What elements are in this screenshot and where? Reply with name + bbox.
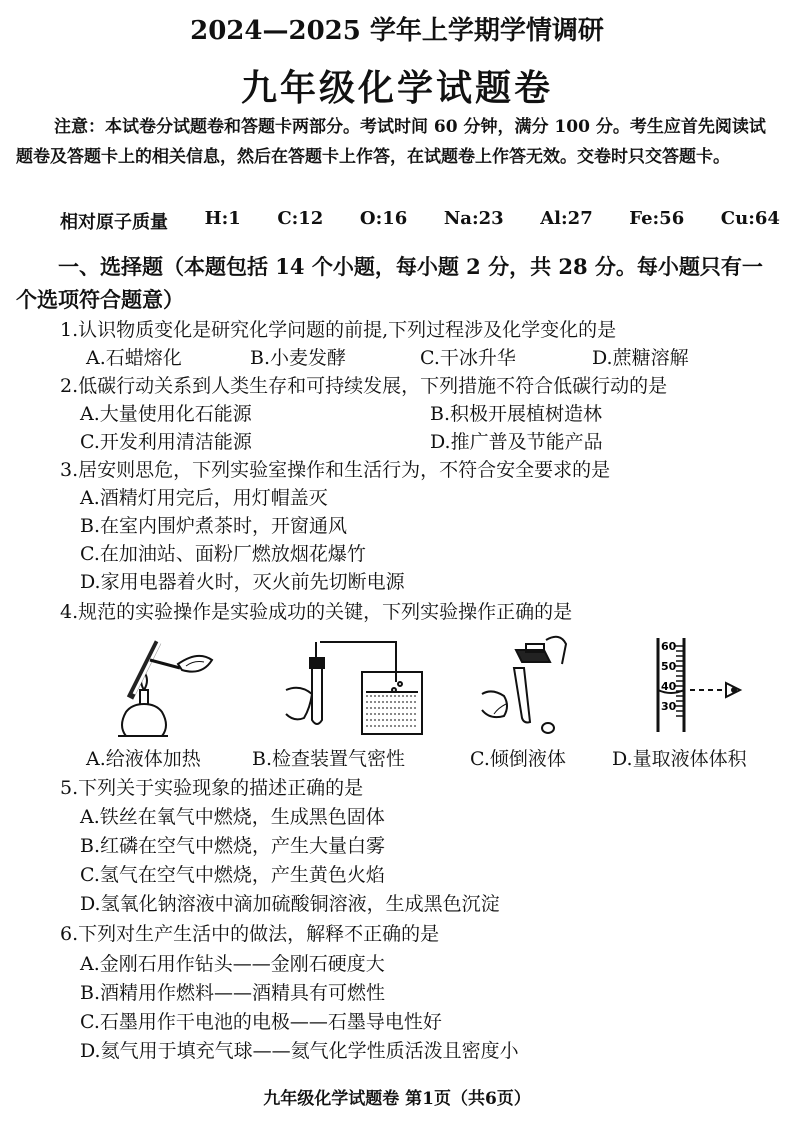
cylinder-mark: 50: [661, 660, 677, 673]
option: D.家用电器着火时，灭火前先切断电源: [80, 571, 405, 593]
option: D.量取液体体积: [612, 748, 747, 770]
atomic-mass-item: Cu:64: [720, 208, 780, 229]
atomic-mass-item: Na:23: [443, 208, 504, 229]
atomic-mass-item: Al:27: [540, 208, 593, 229]
section-heading: 一、选择题（本题包括 14 个小题，每小题 2 分，共 28 分。每小题只有一个选项符合题意）: [16, 254, 763, 312]
option: B.在室内围炉煮茶时，开窗通风: [80, 515, 348, 537]
page-footer: 九年级化学试题卷 第1页（共6页）: [263, 1089, 531, 1109]
option: C.倾倒液体: [470, 748, 566, 770]
option: C.石墨用作干电池的电极——石墨导电性好: [80, 1011, 442, 1033]
option: B.小麦发酵: [250, 347, 347, 369]
option: C.开发利用清洁能源: [80, 431, 252, 453]
figure-graduated-cylinder: [654, 634, 764, 736]
figure-pouring-liquid: [476, 630, 576, 738]
question-stem: 2.低碳行动关系到人类生存和可持续发展，下列措施不符合低碳行动的是: [60, 375, 668, 397]
figure-heating-liquid: [100, 628, 220, 740]
atomic-mass-item: Fe:56: [629, 208, 685, 229]
atomic-mass-item: C:12: [277, 208, 324, 229]
option: B.酒精用作燃料——酒精具有可燃性: [80, 982, 386, 1004]
option: C.氢气在空气中燃烧，产生黄色火焰: [80, 864, 385, 886]
option: A.酒精灯用完后，用灯帽盖灭: [80, 487, 328, 509]
cylinder-mark: 30: [661, 700, 677, 713]
option: D.氢氧化钠溶液中滴加硫酸铜溶液，生成黑色沉淀: [80, 893, 500, 915]
option: A.大量使用化石能源: [80, 403, 252, 425]
option: B.红磷在空气中燃烧，产生大量白雾: [80, 835, 386, 857]
figure-airtightness-check: [282, 632, 424, 740]
question-stem: 3.居安则思危，下列实验室操作和生活行为，不符合安全要求的是: [60, 459, 611, 481]
cylinder-mark: 40: [661, 680, 677, 693]
paper-title: 九年级化学试题卷: [240, 67, 553, 109]
atomic-mass-label: 相对原子质量: [60, 212, 168, 233]
option: A.金刚石用作钻头——金刚石硬度大: [80, 953, 385, 975]
option: D.蔗糖溶解: [592, 347, 689, 369]
notice-text: 本试卷分试题卷和答题卡两部分。考试时间 60 分钟，满分 100 分。考生应首先阅读试题卷及答题卡上的相关信息，然后在答题卡上作答，在试题卷上作答无效。交卷时只交答题卡。: [16, 117, 766, 167]
atomic-mass-row: [60, 208, 780, 234]
question-stem: 6.下列对生产生活中的做法，解释不正确的是: [60, 923, 440, 945]
option: B.积极开展植树造林: [430, 403, 603, 425]
question-stem: 5.下列关于实验现象的描述正确的是: [60, 777, 364, 799]
option: C.在加油站、面粉厂燃放烟花爆竹: [80, 543, 366, 565]
option: A.给液体加热: [86, 748, 201, 770]
cylinder-mark: 60: [661, 640, 677, 653]
exam-period-title: 2024—2025 学年上学期学情调研: [190, 16, 604, 46]
option: D.推广普及节能产品: [430, 431, 603, 453]
option: A.石蜡熔化: [86, 347, 182, 369]
option: A.铁丝在氧气中燃烧，生成黑色固体: [80, 806, 385, 828]
atomic-mass-item: H:1: [204, 208, 241, 229]
notice-label: 注意：: [54, 117, 105, 137]
option: C.干冰升华: [420, 347, 516, 369]
option: D.氦气用于填充气球——氦气化学性质活泼且密度小: [80, 1040, 519, 1062]
notice: [16, 112, 778, 172]
question-stem: 4.规范的实验操作是实验成功的关键，下列实验操作正确的是: [60, 601, 573, 623]
option: B.检查装置气密性: [252, 748, 406, 770]
atomic-mass-item: O:16: [359, 208, 408, 229]
question-stem: 1.认识物质变化是研究化学问题的前提,下列过程涉及化学变化的是: [60, 319, 617, 341]
